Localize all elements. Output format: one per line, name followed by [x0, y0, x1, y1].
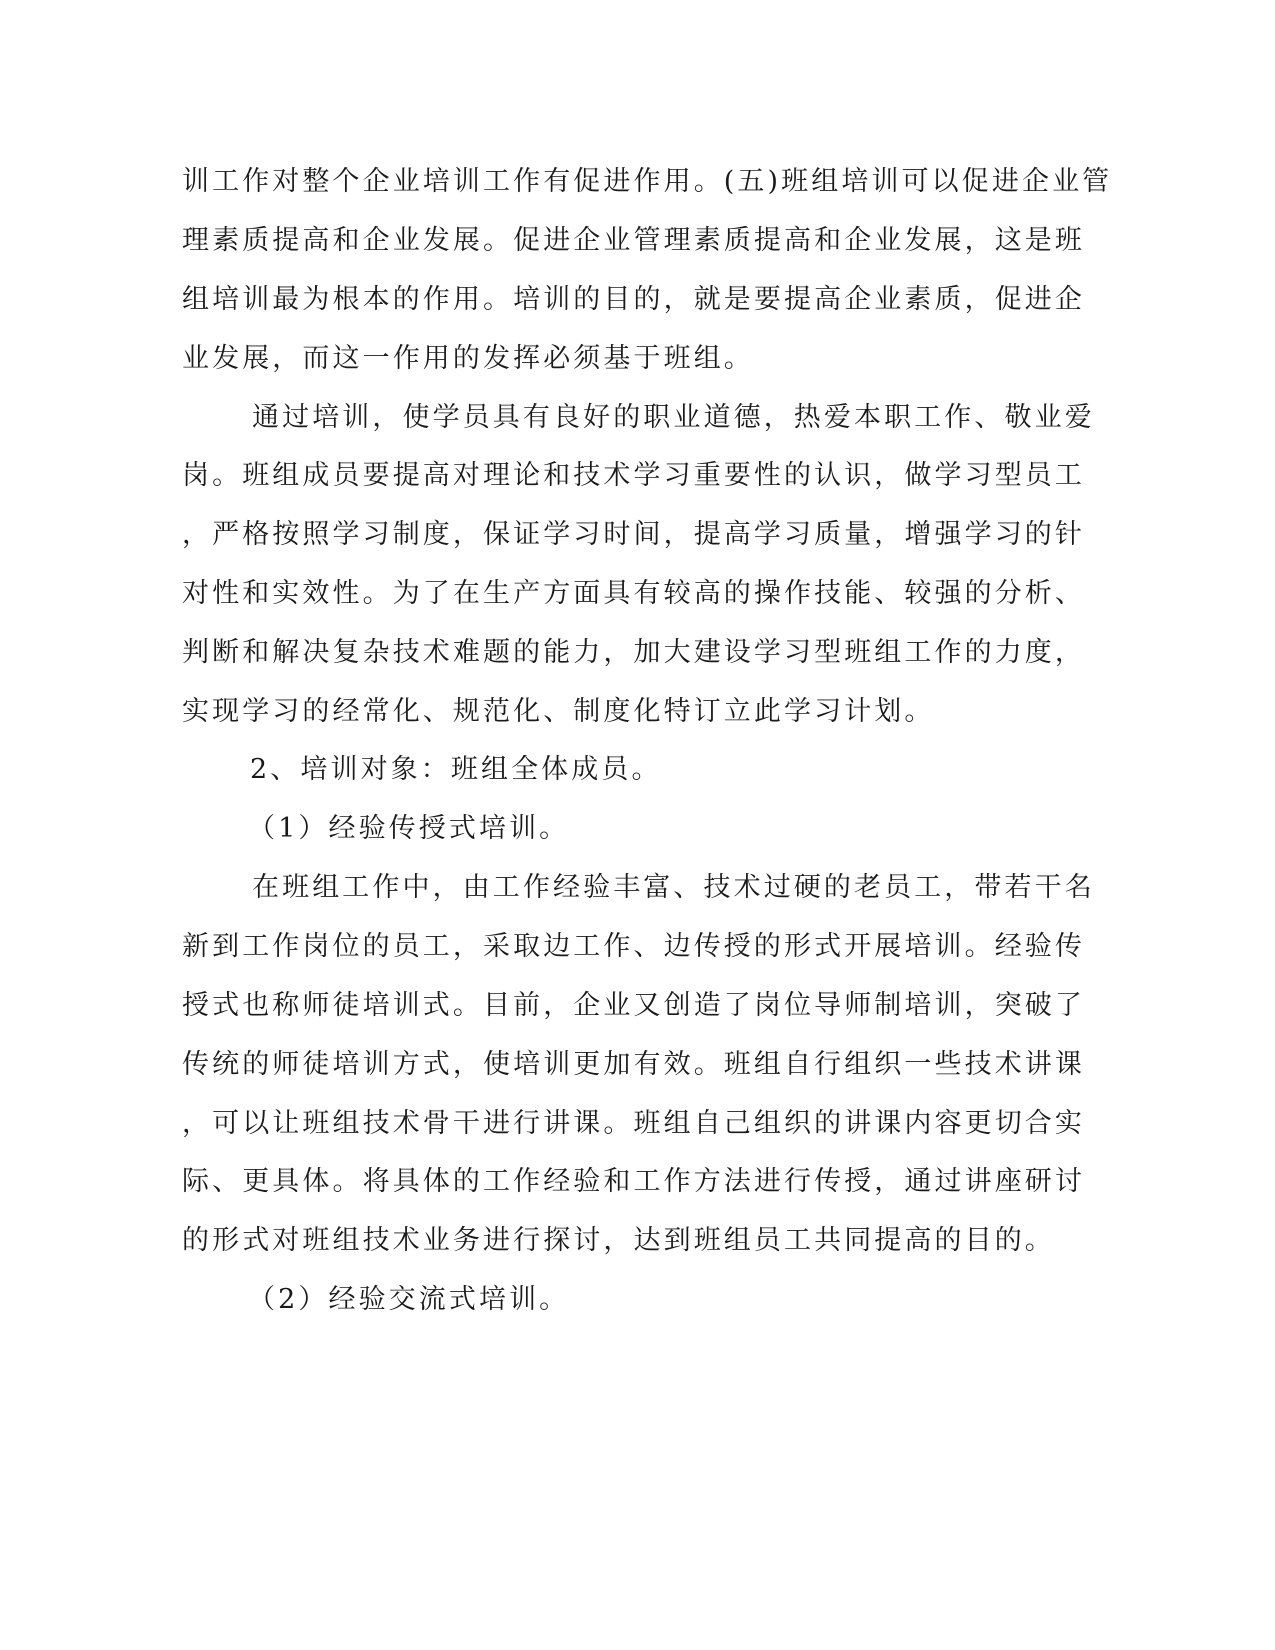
subsection-heading: （1）经验传授式培训。: [248, 813, 570, 844]
text-line: 实现学习的经常化、规范化、制度化特订立此学习计划。: [182, 696, 935, 727]
text-line: 新到工作岗位的员工，采取边工作、边传授的形式开展培训。经验传: [182, 931, 1085, 962]
text-line: 组培训最为根本的作用。培训的目的，就是要提高企业素质，促进企: [182, 284, 1085, 315]
paragraph-first-line: 在班组工作中，由工作经验丰富、技术过硬的老员工，带若干名: [252, 872, 1095, 903]
text-line: 岗。班组成员要提高对理论和技术学习重要性的认识，做学习型员工: [182, 460, 1085, 491]
text-line: 际、更具体。将具体的工作经验和工作方法进行传授，通过讲座研讨: [182, 1166, 1085, 1197]
text-line: ，可以让班组技术骨干进行讲课。班组自己组织的讲课内容更切合实: [182, 1108, 1085, 1139]
text-line: 判断和解决复杂技术难题的能力，加大建设学习型班组工作的力度，: [182, 637, 1085, 668]
text-line: 传统的师徒培训方式，使培训更加有效。班组自行组织一些技术讲课: [182, 1049, 1085, 1080]
text-line: ，严格按照学习制度，保证学习时间，提高学习质量，增强学习的针: [182, 519, 1085, 550]
text-line: 授式也称师徒培训式。目前，企业又创造了岗位导师制培训，突破了: [182, 990, 1085, 1021]
paragraph-first-line: 通过培训，使学员具有良好的职业道德，热爱本职工作、敬业爱: [252, 402, 1095, 433]
text-line: 训工作对整个企业培训工作有促进作用。(五)班组培训可以促进企业管: [182, 166, 1113, 197]
text-line: 理素质提高和企业发展。促进企业管理素质提高和企业发展，这是班: [182, 225, 1085, 256]
subsection-heading: （2）经验交流式培训。: [248, 1284, 570, 1315]
section-heading: 2、培训对象：班组全体成员。: [250, 754, 662, 785]
text-line: 业发展，而这一作用的发挥必须基于班组。: [182, 343, 754, 374]
text-line: 的形式对班组技术业务进行探讨，达到班组员工共同提高的目的。: [182, 1225, 1055, 1256]
text-line: 对性和实效性。为了在生产方面具有较高的操作技能、较强的分析、: [182, 578, 1085, 609]
